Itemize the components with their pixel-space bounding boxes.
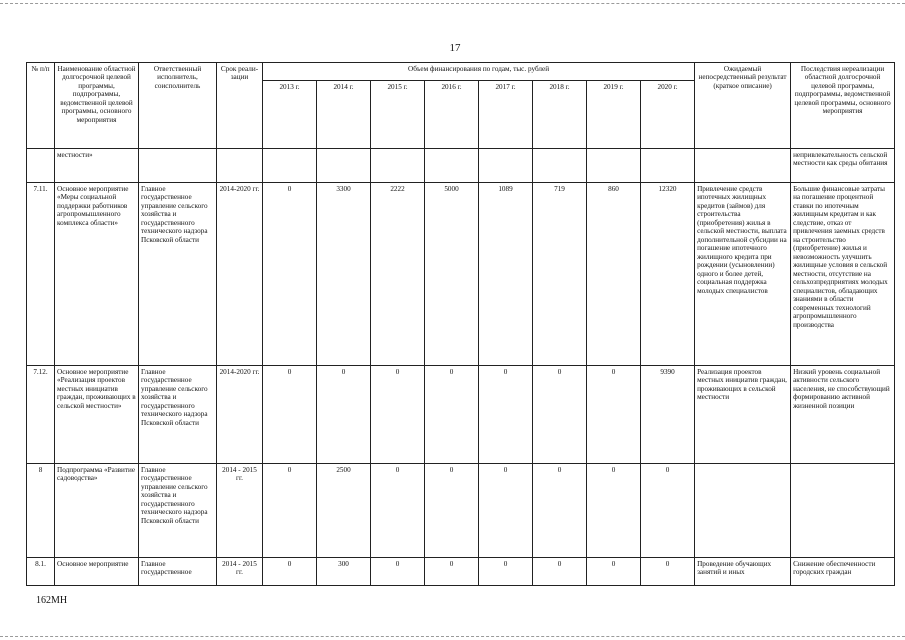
table-row <box>27 149 895 183</box>
row-value: 2222 <box>371 183 425 366</box>
scan-edge-bottom <box>0 636 905 637</box>
row-value <box>263 149 317 183</box>
row-consequences: Снижение обеспеченности городских граждан <box>791 558 895 586</box>
row-value: 0 <box>371 366 425 464</box>
header-name: Наименование областной долгосрочной целевой программы, подпрограммы, ведомственной целевой программы, основного мероприятия <box>55 63 139 149</box>
row-value: 0 <box>533 366 587 464</box>
row-consequences <box>791 464 895 558</box>
header-num: № п/п <box>27 63 55 149</box>
row-value: 0 <box>479 558 533 586</box>
row-value: 0 <box>425 464 479 558</box>
row-value: 860 <box>587 183 641 366</box>
row-value: 0 <box>263 183 317 366</box>
header-year: 2018 г. <box>533 81 587 149</box>
row-name: Основное мероприятие «Реализация проектов местных инициатив граждан, проживающих в сельской местности» <box>55 366 139 464</box>
row-num: 7.11. <box>27 183 55 366</box>
header-year: 2019 г. <box>587 81 641 149</box>
row-executor: Главное государственное управление сельского хозяйства и государственного технического надзора Псковской области <box>139 366 217 464</box>
header-term: Срок реали-зации <box>217 63 263 149</box>
row-term: 2014-2020 гг. <box>217 183 263 366</box>
row-value: 0 <box>533 464 587 558</box>
row-value: 0 <box>587 464 641 558</box>
row-result: Проведение обучающих занятий и иных <box>695 558 791 586</box>
row-value <box>533 149 587 183</box>
row-value: 0 <box>479 366 533 464</box>
row-name: местности» <box>55 149 139 183</box>
row-value: 0 <box>425 558 479 586</box>
row-value: 0 <box>533 558 587 586</box>
row-value: 0 <box>263 366 317 464</box>
row-value: 0 <box>317 366 371 464</box>
row-value: 5000 <box>425 183 479 366</box>
row-value: 0 <box>371 464 425 558</box>
row-value: 0 <box>425 366 479 464</box>
row-consequences: непривлекательность сельской местности как среды обитания <box>791 149 895 183</box>
row-value: 0 <box>371 558 425 586</box>
row-executor: Главное государственное управление сельского хозяйства и государственного технического надзора Псковской области <box>139 464 217 558</box>
row-value <box>317 149 371 183</box>
row-value <box>479 149 533 183</box>
row-num: 7.12. <box>27 366 55 464</box>
row-consequences: Большие финансовые затраты на погашение процентной ставки по ипотечным жилищным кредитам и как следствие, отказ от привлечения заемных средств на строительство (приобретение) жилья и невозможность улучшить жилищные условия в сельской местности, отсутствие на сельхозпредприятиях молодых специалистов, обладающих знаниями в области современных технологий агропромышленного производства <box>791 183 895 366</box>
row-value: 12320 <box>641 183 695 366</box>
row-value: 0 <box>479 464 533 558</box>
row-value <box>371 149 425 183</box>
row-executor: Главное государственное управление сельского хозяйства и государственного технического надзора Псковской области <box>139 183 217 366</box>
row-value <box>641 149 695 183</box>
header-year: 2016 г. <box>425 81 479 149</box>
row-num: 8.1. <box>27 558 55 586</box>
row-value: 0 <box>641 558 695 586</box>
row-value: 1089 <box>479 183 533 366</box>
row-value: 2500 <box>317 464 371 558</box>
financing-table <box>26 62 895 586</box>
header-consequences: Последствия нереализации областной долгосрочной целевой программы, подпрограммы, ведомственной целевой программы, основного мероприятия <box>791 63 895 149</box>
row-name: Основное мероприятие «Меры социальной поддержки работников агропромышленного комплекса области» <box>55 183 139 366</box>
row-result: Реализация проектов местных инициатив граждан, проживающих в сельской местности <box>695 366 791 464</box>
table-row <box>27 183 895 366</box>
scan-edge-top <box>0 3 905 4</box>
row-value: 0 <box>587 558 641 586</box>
row-executor: Главное государственное <box>139 558 217 586</box>
table-row <box>27 464 895 558</box>
row-consequences: Низкий уровень социальной активности сельского населения, не способствующий формированию активной жизненной позиции <box>791 366 895 464</box>
page-number: 17 <box>449 42 461 54</box>
row-term: 2014 - 2015 гг. <box>217 558 263 586</box>
header-year: 2017 г. <box>479 81 533 149</box>
header-financing: Объем финансирования по годам, тыс. рублей <box>263 63 695 81</box>
table-row <box>27 558 895 586</box>
row-value <box>425 149 479 183</box>
row-result: Привлечение средств ипотечных жилищных кредитов (займов) для строительства (приобретения) жилья в сельской местности, выплата дополнительной субсидии на погашение ипотечного жилищного кредита при рождении (усыновлении) одного и более детей, социальная поддержка молодых специалистов <box>695 183 791 366</box>
row-executor <box>139 149 217 183</box>
row-term: 2014-2020 гг. <box>217 366 263 464</box>
row-value <box>587 149 641 183</box>
row-result <box>695 464 791 558</box>
document-code: 162МН <box>36 595 68 606</box>
row-term <box>217 149 263 183</box>
table-row <box>27 366 895 464</box>
row-name: Основное мероприятие <box>55 558 139 586</box>
row-value: 300 <box>317 558 371 586</box>
row-value: 0 <box>587 366 641 464</box>
row-name: Подпрограмма «Развитие садоводства» <box>55 464 139 558</box>
header-row-1 <box>27 63 895 81</box>
row-value: 0 <box>263 558 317 586</box>
header-result: Ожидаемый непосредственный результат (краткое описание) <box>695 63 791 149</box>
row-num <box>27 149 55 183</box>
header-year: 2020 г. <box>641 81 695 149</box>
row-value: 719 <box>533 183 587 366</box>
header-year: 2015 г. <box>371 81 425 149</box>
header-year: 2013 г. <box>263 81 317 149</box>
row-value: 3300 <box>317 183 371 366</box>
row-num: 8 <box>27 464 55 558</box>
row-value: 0 <box>641 464 695 558</box>
header-executor: Ответственный исполнитель, соисполнитель <box>139 63 217 149</box>
row-value: 0 <box>263 464 317 558</box>
row-value: 9390 <box>641 366 695 464</box>
header-year: 2014 г. <box>317 81 371 149</box>
row-term: 2014 - 2015 гг. <box>217 464 263 558</box>
row-result <box>695 149 791 183</box>
